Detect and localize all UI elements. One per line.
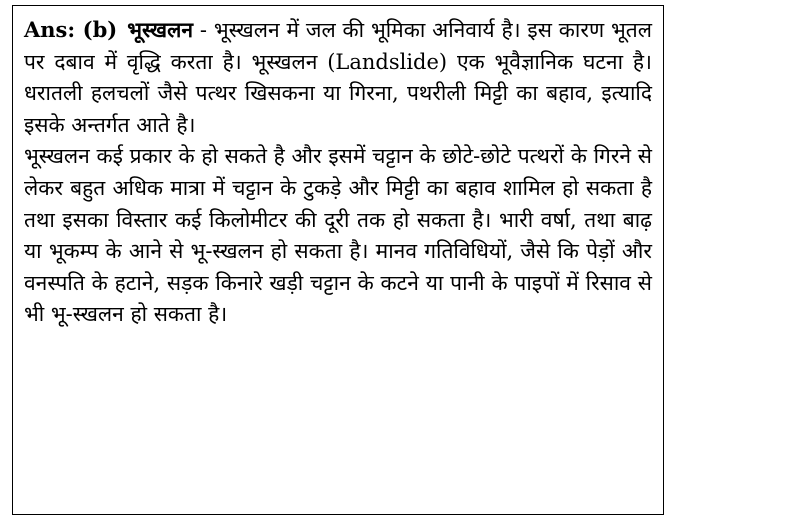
answer-term: भूस्खलन — [127, 17, 193, 42]
answer-dash: - — [199, 18, 207, 42]
answer-box — [12, 5, 664, 515]
answer-paragraph-1 — [24, 14, 652, 141]
answer-label: Ans: (b) — [24, 17, 118, 42]
answer-paragraph-1-text: भूस्खलन में जल की भूमिका अनिवार्य है। इस कारण भूतल पर दबाव में वृद्धि करता है। भूस्खलन (Landslide) एक भूवैज्ञानिक घटना है। धरातली हलचलों जैसे पत्थर खिसकना या गिरना, पथरीली मिट्टी का बहाव, इत्यादि इसके अन्तर्गत आते है। — [24, 18, 652, 137]
answer-paragraph-2: भूस्खलन कई प्रकार के हो सकते है और इसमें चट्टान के छोटे-छोटे पत्थरों के गिरने से लेकर बहुत अधिक मात्रा में चट्टान के टुकड़े और मिट्टी का बहाव शामिल हो सकता है तथा इसका विस्तार कई किलोमीटर की दूरी तक हो सकता है। भारी वर्षा, तथा बाढ़ या भूकम्प के आने से भू-स्खलन हो सकता है। मानव गतिविधियों, जैसे कि पेड़ों और वनस्पति के हटाने, सड़क किनारे खड़ी चट्टान के कटने या पानी के पाइपों में रिसाव से भी भू-स्खलन हो सकता है। — [24, 144, 652, 327]
